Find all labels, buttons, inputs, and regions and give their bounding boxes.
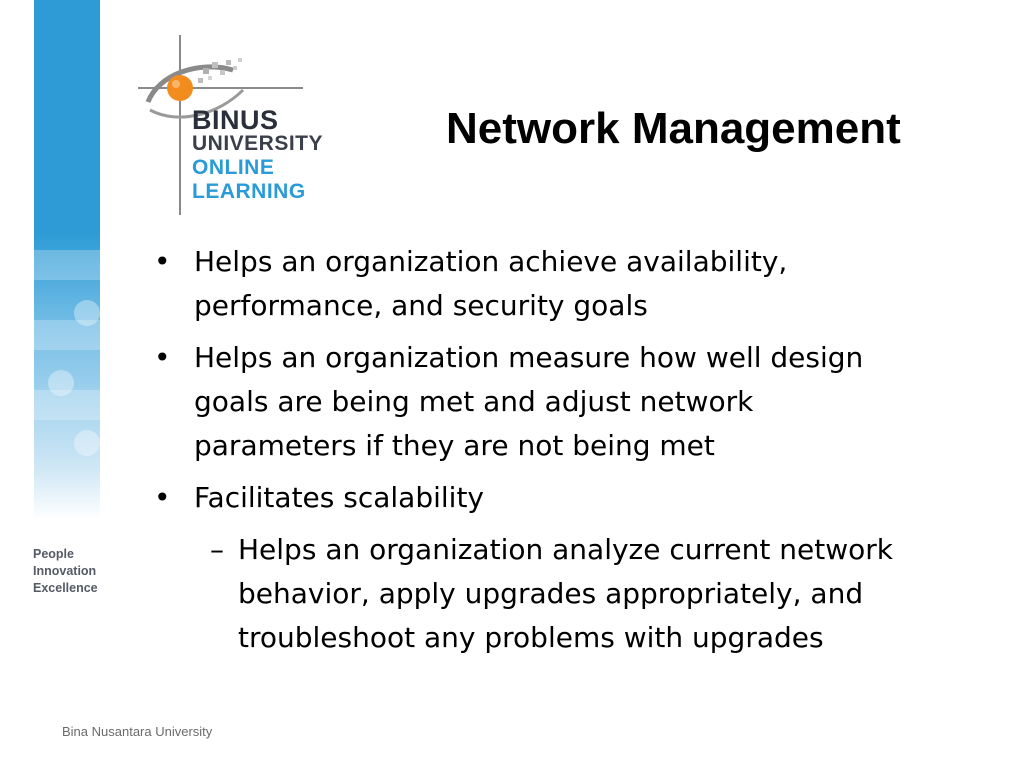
bullet-marker: • [154, 341, 171, 374]
bullet-line: goals are being met and adjust network [194, 385, 754, 418]
slide-footer: Bina Nusantara University [62, 724, 213, 739]
bullet-item-3 [152, 476, 952, 520]
sub-bullet-line: behavior, apply upgrades appropriately, and [238, 577, 864, 610]
sub-bullet-line: Helps an organization analyze current network [238, 533, 893, 566]
tagline-innovation: Innovation [33, 564, 97, 578]
logo-university: UNIVERSITY [192, 132, 324, 155]
sub-bullet-marker: – [210, 533, 224, 566]
sub-bullet-item-1 [152, 528, 952, 660]
side-decoration-strip [34, 0, 100, 520]
bullet-marker: • [154, 481, 171, 514]
bullet-line: performance, and security goals [194, 289, 648, 322]
bullet-item-2 [152, 336, 952, 468]
tagline-people: People [33, 547, 74, 561]
bullet-line: Helps an organization achieve availability, [194, 245, 788, 278]
sub-bullet-line: troubleshoot any problems with upgrades [238, 621, 824, 654]
slide-content [152, 240, 952, 660]
tagline-excellence: Excellence [33, 581, 98, 595]
bullet-line: parameters if they are not being met [194, 429, 715, 462]
bullet-line: Facilitates scalability [194, 481, 484, 514]
logo-wordmark [192, 105, 324, 204]
tagline [33, 546, 98, 597]
bullet-item-1 [152, 240, 952, 328]
binus-logo [138, 30, 338, 230]
bullet-marker: • [154, 245, 171, 278]
logo-binus: BINUS [192, 105, 279, 135]
logo-learning: LEARNING [192, 180, 306, 203]
logo-online: ONLINE [192, 156, 275, 179]
bullet-line: Helps an organization measure how well design [194, 341, 864, 374]
slide-title: Network Management [446, 104, 901, 153]
